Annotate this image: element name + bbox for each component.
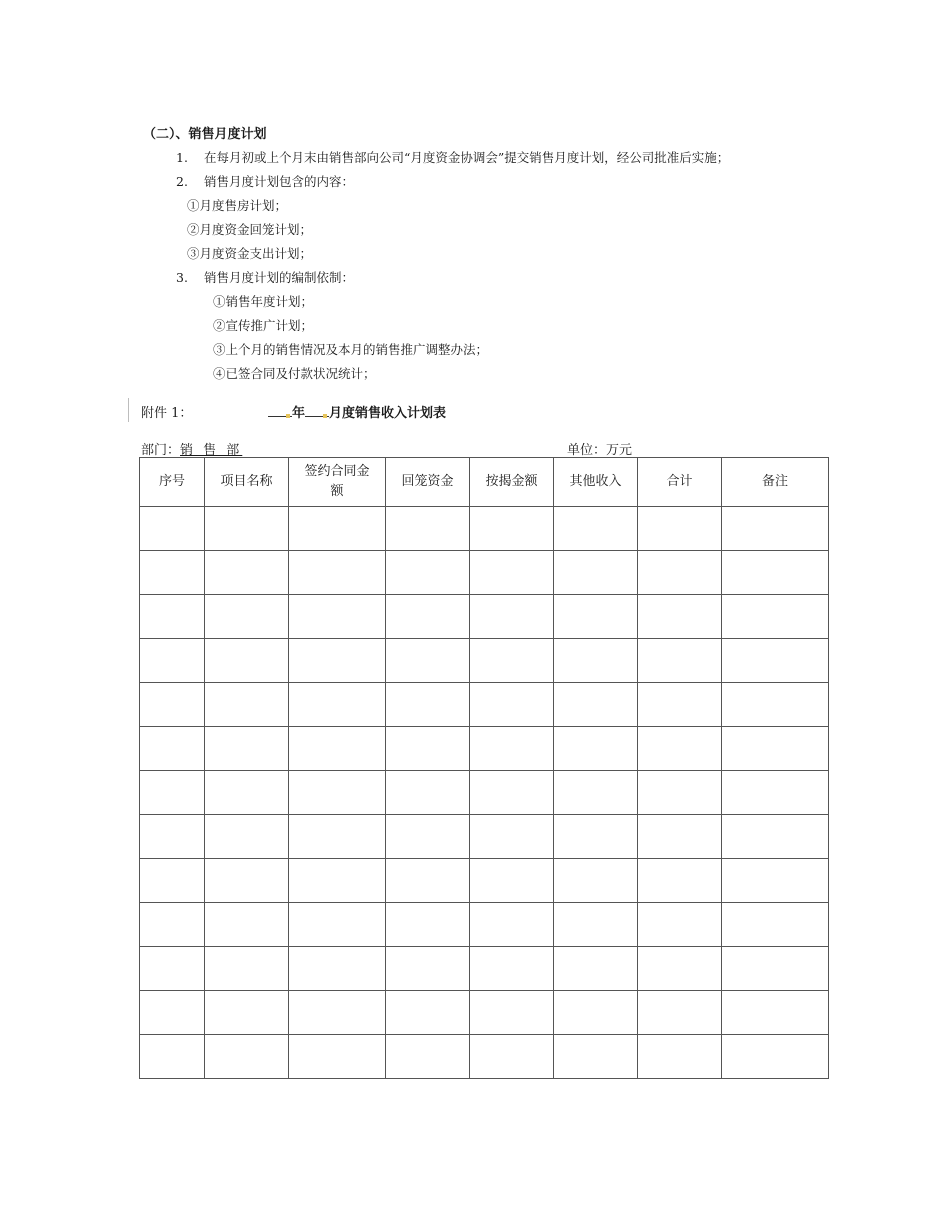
header-mortgage-amount: 按揭金额 xyxy=(470,458,554,507)
table-cell[interactable] xyxy=(289,947,386,991)
table-cell[interactable] xyxy=(470,1035,554,1079)
table-cell[interactable] xyxy=(386,903,470,947)
table-cell[interactable] xyxy=(554,815,638,859)
sub-item: ③月度资金支出计划； xyxy=(187,246,313,261)
table-cell[interactable] xyxy=(470,771,554,815)
table-row xyxy=(140,1035,829,1079)
table-cell[interactable] xyxy=(638,595,722,639)
list-text: 销售月度计划的编制依制： xyxy=(204,270,355,285)
list-item-1 xyxy=(176,148,729,166)
table-cell[interactable] xyxy=(470,815,554,859)
table-cell[interactable] xyxy=(140,947,205,991)
table-cell[interactable] xyxy=(140,859,205,903)
list-number: 3. xyxy=(176,270,188,285)
table-cell[interactable] xyxy=(386,507,470,551)
table-cell[interactable] xyxy=(722,551,829,595)
table-cell[interactable] xyxy=(722,991,829,1035)
unit-label: 单位：万元 xyxy=(567,443,633,458)
table-cell[interactable] xyxy=(638,947,722,991)
table-cell[interactable] xyxy=(205,683,289,727)
table-cell[interactable] xyxy=(722,727,829,771)
table-cell[interactable] xyxy=(638,551,722,595)
table-row xyxy=(140,991,829,1035)
table-row xyxy=(140,683,829,727)
list-item-3 xyxy=(176,268,354,286)
sales-revenue-plan-table xyxy=(139,457,829,1079)
table-cell[interactable] xyxy=(638,727,722,771)
table-row xyxy=(140,815,829,859)
table-cell[interactable] xyxy=(722,947,829,991)
header-total: 合计 xyxy=(638,458,722,507)
table-cell[interactable] xyxy=(386,859,470,903)
table-cell[interactable] xyxy=(289,859,386,903)
table-cell[interactable] xyxy=(386,947,470,991)
table-cell[interactable] xyxy=(205,815,289,859)
table-cell[interactable] xyxy=(554,595,638,639)
table-cell[interactable] xyxy=(554,551,638,595)
table-cell[interactable] xyxy=(205,551,289,595)
header-project-name: 项目名称 xyxy=(205,458,289,507)
table-cell[interactable] xyxy=(638,991,722,1035)
table-body xyxy=(140,507,829,1079)
table-cell[interactable] xyxy=(140,639,205,683)
form-title xyxy=(268,402,446,421)
table-cell[interactable] xyxy=(638,903,722,947)
table-cell[interactable] xyxy=(205,727,289,771)
department-field xyxy=(141,439,242,458)
table-cell[interactable] xyxy=(470,683,554,727)
header-collected-funds: 回笼资金 xyxy=(386,458,470,507)
table-cell[interactable] xyxy=(554,771,638,815)
table-cell[interactable] xyxy=(638,507,722,551)
table-cell[interactable] xyxy=(205,595,289,639)
sub-item: ④已签合同及付款状况统计； xyxy=(213,366,376,381)
table-cell[interactable] xyxy=(722,903,829,947)
table-cell[interactable] xyxy=(140,683,205,727)
section-heading: （二）、销售月度计划 xyxy=(143,127,267,142)
margin-bar xyxy=(128,398,129,422)
table-cell[interactable] xyxy=(722,507,829,551)
table-cell[interactable] xyxy=(386,991,470,1035)
table-cell[interactable] xyxy=(386,727,470,771)
header-contract-amount: 签约合同金额 xyxy=(289,458,386,507)
header-other-income: 其他收入 xyxy=(554,458,638,507)
table-cell[interactable] xyxy=(205,771,289,815)
table-cell[interactable] xyxy=(140,727,205,771)
table-cell[interactable] xyxy=(722,639,829,683)
table-cell[interactable] xyxy=(140,815,205,859)
table-cell[interactable] xyxy=(140,595,205,639)
table-cell[interactable] xyxy=(554,639,638,683)
table-cell[interactable] xyxy=(386,683,470,727)
table-cell[interactable] xyxy=(205,507,289,551)
table-row xyxy=(140,903,829,947)
header-seq: 序号 xyxy=(140,458,205,507)
table-cell[interactable] xyxy=(554,991,638,1035)
department-value: 销 售 部 xyxy=(180,443,243,458)
table-cell[interactable] xyxy=(554,727,638,771)
sub-item: ①销售年度计划； xyxy=(213,294,314,309)
table-cell[interactable] xyxy=(470,991,554,1035)
table-cell[interactable] xyxy=(554,507,638,551)
table-cell[interactable] xyxy=(470,859,554,903)
table-row xyxy=(140,551,829,595)
sub-item: ①月度售房计划； xyxy=(187,198,288,213)
table-cell[interactable] xyxy=(638,639,722,683)
attachment-label: 附件 1： xyxy=(141,406,193,421)
table-cell[interactable] xyxy=(205,903,289,947)
table-cell[interactable] xyxy=(289,727,386,771)
table-cell[interactable] xyxy=(470,595,554,639)
table-cell[interactable] xyxy=(140,771,205,815)
table-cell[interactable] xyxy=(386,595,470,639)
table-cell[interactable] xyxy=(289,771,386,815)
table-cell[interactable] xyxy=(386,551,470,595)
table-cell[interactable] xyxy=(386,815,470,859)
table-cell[interactable] xyxy=(470,507,554,551)
table-cell[interactable] xyxy=(638,859,722,903)
table-cell[interactable] xyxy=(289,595,386,639)
table-cell[interactable] xyxy=(140,1035,205,1079)
table-cell[interactable] xyxy=(554,1035,638,1079)
list-text: 销售月度计划包含的内容： xyxy=(204,174,355,189)
table-cell[interactable] xyxy=(470,639,554,683)
table-cell[interactable] xyxy=(289,639,386,683)
table-cell[interactable] xyxy=(722,595,829,639)
table-row xyxy=(140,947,829,991)
table-cell[interactable] xyxy=(638,683,722,727)
list-number: 1. xyxy=(176,150,188,165)
table-cell[interactable] xyxy=(638,771,722,815)
table-cell[interactable] xyxy=(289,551,386,595)
table-cell[interactable] xyxy=(638,815,722,859)
table-cell[interactable] xyxy=(289,815,386,859)
table-cell[interactable] xyxy=(554,683,638,727)
month-blank xyxy=(305,404,329,417)
list-number: 2. xyxy=(176,174,188,189)
table-cell[interactable] xyxy=(722,859,829,903)
table-cell[interactable] xyxy=(386,771,470,815)
list-item-2 xyxy=(176,172,354,190)
table-cell[interactable] xyxy=(205,859,289,903)
table-cell[interactable] xyxy=(470,551,554,595)
table-cell[interactable] xyxy=(722,1035,829,1079)
table-cell[interactable] xyxy=(289,1035,386,1079)
table-cell[interactable] xyxy=(289,507,386,551)
title-text: 月度销售收入计划表 xyxy=(329,406,447,421)
table-cell[interactable] xyxy=(554,947,638,991)
table-cell[interactable] xyxy=(722,771,829,815)
table-cell[interactable] xyxy=(205,639,289,683)
table-cell[interactable] xyxy=(140,551,205,595)
table-row xyxy=(140,859,829,903)
table-row xyxy=(140,595,829,639)
table-cell[interactable] xyxy=(722,683,829,727)
table-cell[interactable] xyxy=(386,639,470,683)
table-cell[interactable] xyxy=(554,903,638,947)
header-remarks: 备注 xyxy=(722,458,829,507)
table-cell[interactable] xyxy=(205,947,289,991)
department-label: 部门： xyxy=(141,443,181,458)
table-cell[interactable] xyxy=(140,507,205,551)
table-cell[interactable] xyxy=(386,1035,470,1079)
table-row xyxy=(140,771,829,815)
table-row xyxy=(140,727,829,771)
table-cell[interactable] xyxy=(205,1035,289,1079)
table-row xyxy=(140,639,829,683)
table-cell[interactable] xyxy=(554,859,638,903)
sub-item: ②宣传推广计划； xyxy=(213,318,314,333)
table-header-row xyxy=(140,458,829,507)
list-text: 在每月初或上个月末由销售部向公司“月度资金协调会”提交销售月度计划，经公司批准后实施； xyxy=(204,150,730,165)
sub-item: ②月度资金回笼计划； xyxy=(187,222,313,237)
table-cell[interactable] xyxy=(140,903,205,947)
table-cell[interactable] xyxy=(140,991,205,1035)
table-cell[interactable] xyxy=(205,991,289,1035)
sub-item: ③上个月的销售情况及本月的销售推广调整办法； xyxy=(213,342,489,357)
table-cell[interactable] xyxy=(470,903,554,947)
table-cell[interactable] xyxy=(470,947,554,991)
table-row xyxy=(140,507,829,551)
table-cell[interactable] xyxy=(470,727,554,771)
table-cell[interactable] xyxy=(289,903,386,947)
year-suffix: 年 xyxy=(292,406,306,421)
table-cell[interactable] xyxy=(638,1035,722,1079)
year-blank xyxy=(268,404,292,417)
table-cell[interactable] xyxy=(722,815,829,859)
table-cell[interactable] xyxy=(289,991,386,1035)
table-cell[interactable] xyxy=(289,683,386,727)
